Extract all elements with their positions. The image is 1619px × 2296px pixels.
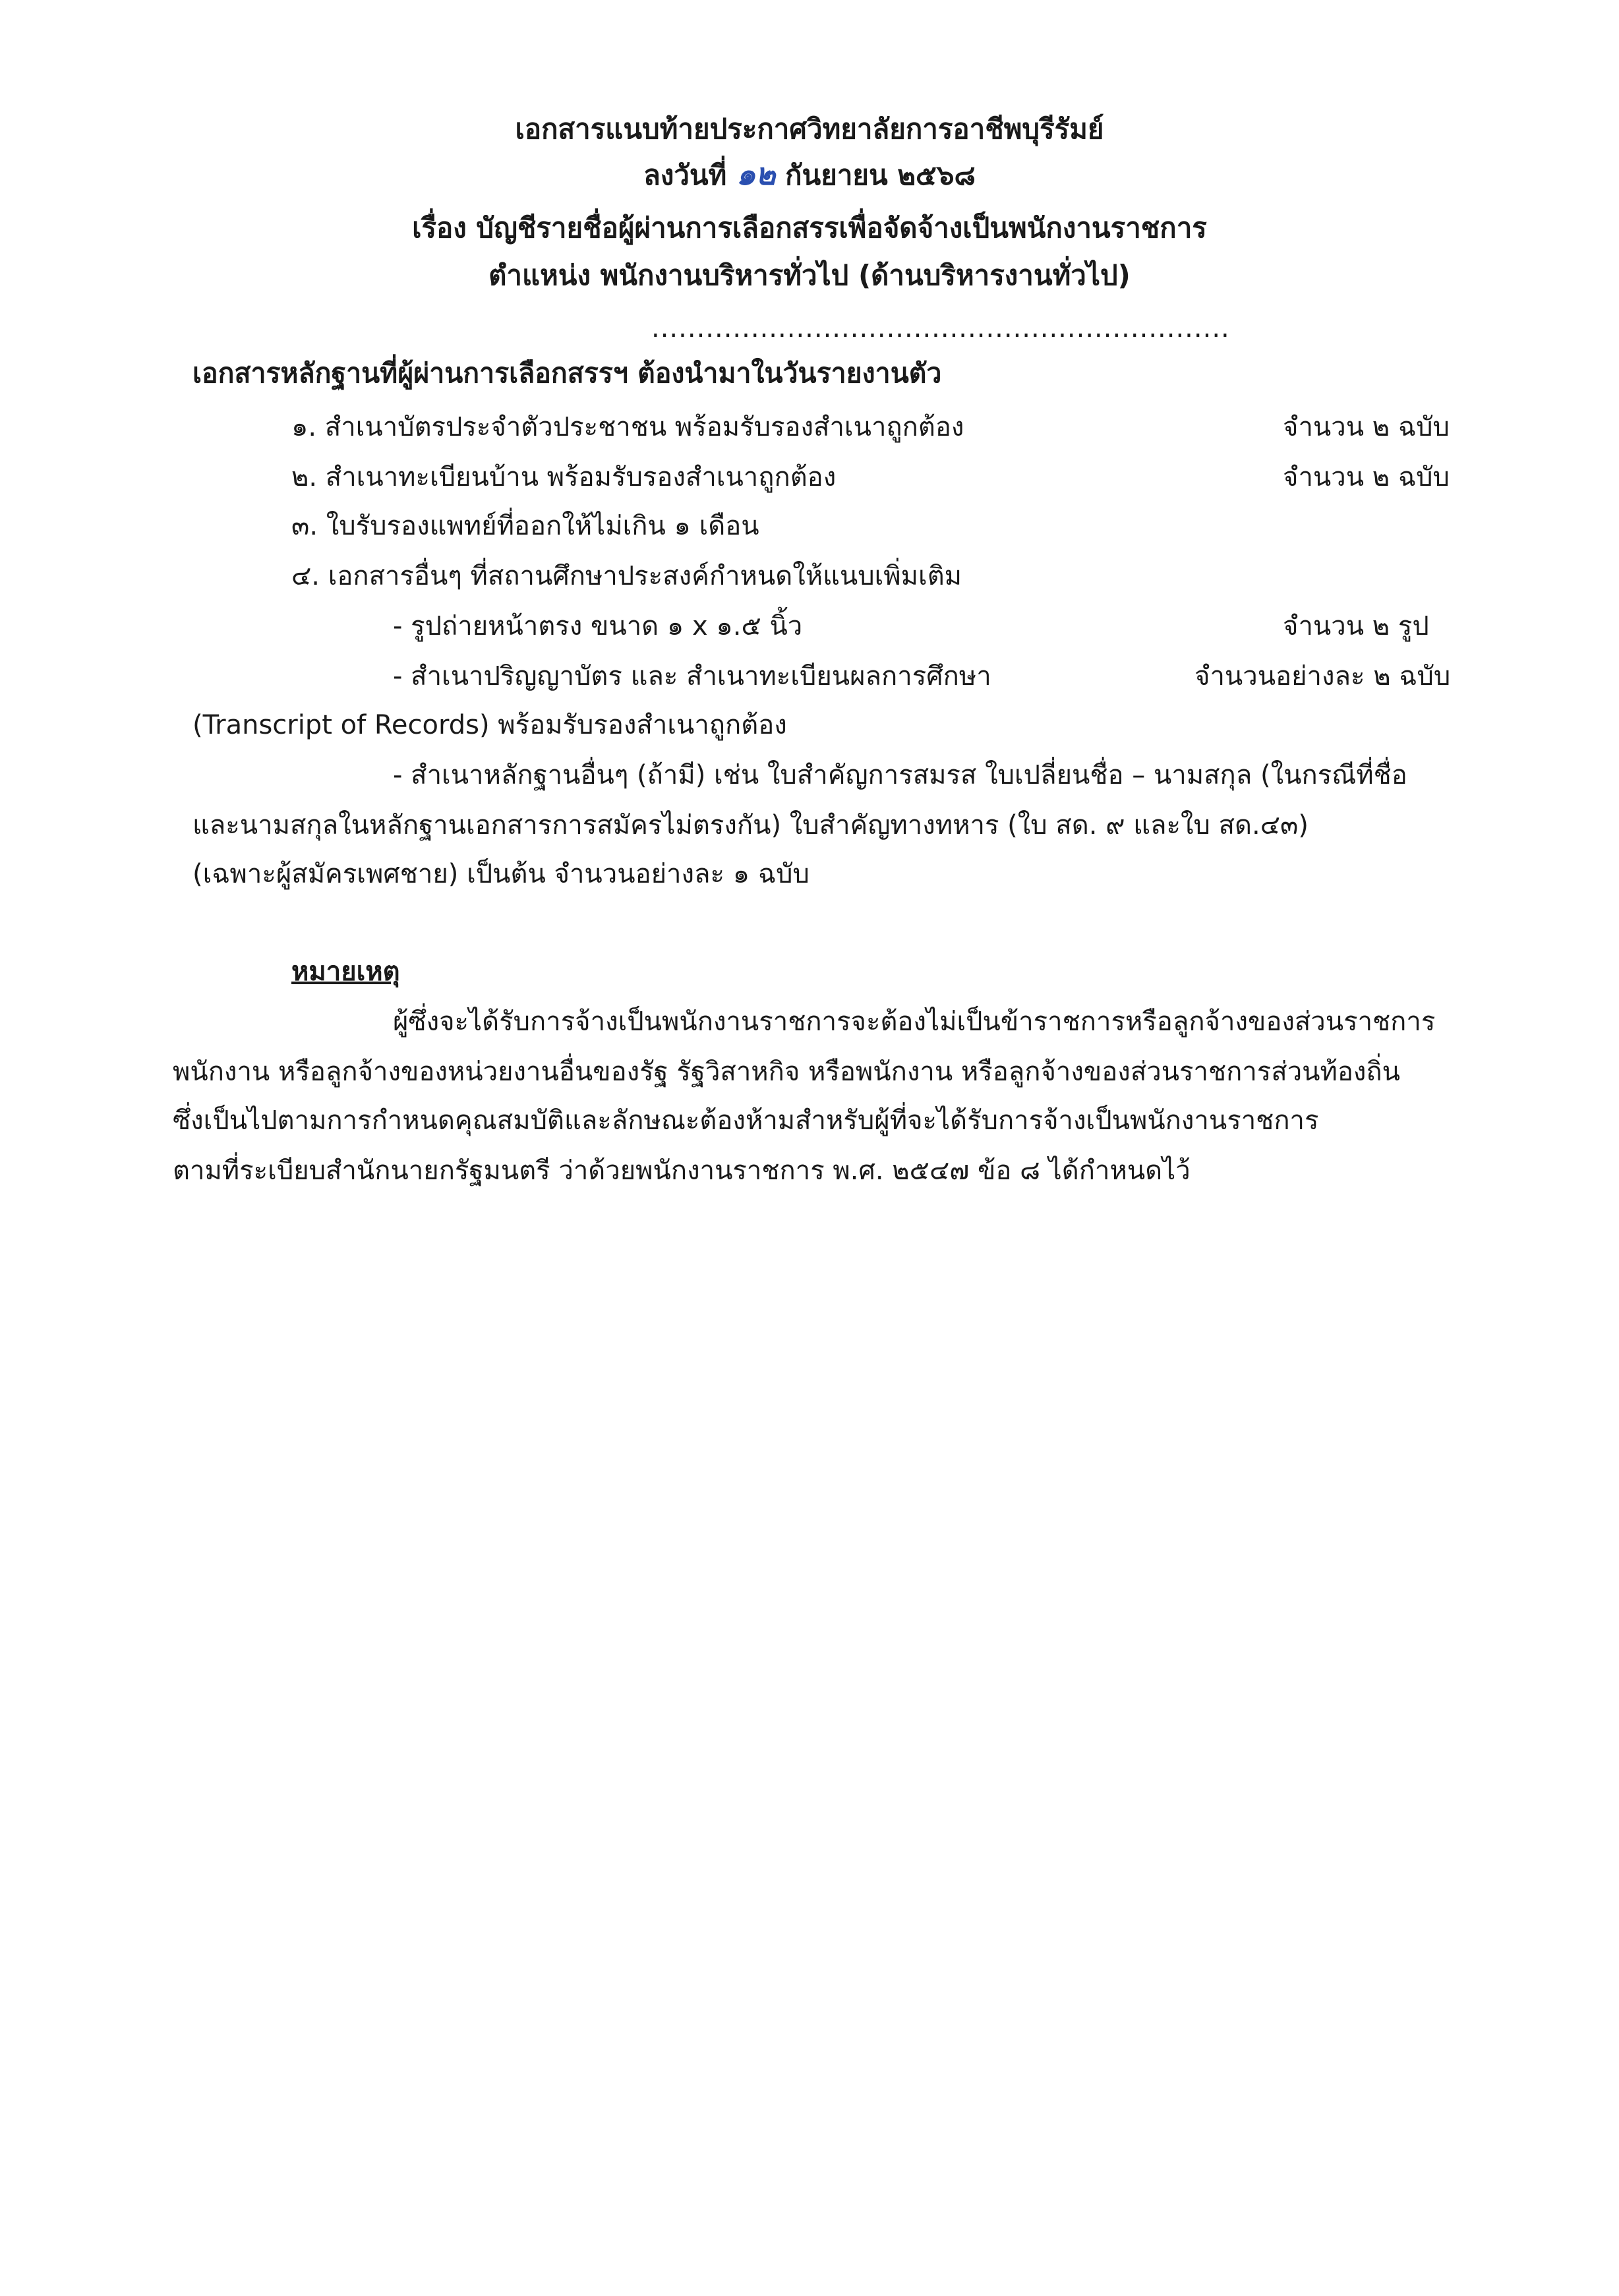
document-item-4: ๔. เอกสารอื่นๆ ที่สถานศึกษาประสงค์กำหนดให้แนบเพิ่มเติม: [291, 561, 962, 591]
documents-heading: เอกสารหลักฐานที่ผู้ผ่านการเลือกสรรฯ ต้องนำมาในวันรายงานตัว: [192, 357, 942, 389]
date-suffix: กันยายน ๒๕๖๘: [785, 159, 976, 191]
note-line-1: ผู้ซึ่งจะได้รับการจ้างเป็นพนักงานราชการจะต้องไม่เป็นข้าราชการหรือลูกจ้างของส่วนราชการ: [393, 1007, 1436, 1037]
document-subitem-degree-qty: จำนวนอย่างละ ๒ ฉบับ: [1194, 661, 1451, 692]
date-prefix: ลงวันที่: [643, 159, 727, 191]
other-docs-line-1: - สำเนาหลักฐานอื่นๆ (ถ้ามี) เช่น ใบสำคัญการสมรส ใบเปลี่ยนชื่อ – นามสกุล (ในกรณีที่ชื่อ: [393, 760, 1407, 790]
document-item-1-qty: จำนวน ๒ ฉบับ: [1283, 412, 1450, 442]
document-item-2: ๒. สำเนาทะเบียนบ้าน พร้อมรับรองสำเนาถูกต้อง: [291, 462, 837, 492]
note-heading: หมายเหตุ: [291, 957, 400, 987]
other-docs-line-3: (เฉพาะผู้สมัครเพศชาย) เป็นต้น จำนวนอย่างละ ๑ ฉบับ: [192, 859, 810, 889]
document-item-3: ๓. ใบรับรองแพทย์ที่ออกให้ไม่เกิน ๑ เดือน: [291, 511, 759, 541]
document-subitem-degree: - สำเนาปริญญาบัตร และ สำเนาทะเบียนผลการศึกษา: [393, 661, 991, 692]
note-line-2: พนักงาน หรือลูกจ้างของหน่วยงานอื่นของรัฐ รัฐวิสาหกิจ หรือพนักงาน หรือลูกจ้างของส่วนราชการส่วนท้องถิ่น: [173, 1057, 1400, 1087]
note-line-4: ตามที่ระเบียบสำนักนายกรัฐมนตรี ว่าด้วยพนักงานราชการ พ.ศ. ๒๕๔๗ ข้อ ๘ ได้กำหนดไว้: [173, 1156, 1191, 1186]
header-position: ตำแหน่ง พนักงานบริหารทั่วไป (ด้านบริหารงานทั่วไป): [488, 259, 1131, 291]
note-line-3: ซึ่งเป็นไปตามการกำหนดคุณสมบัติและลักษณะต้องห้ามสำหรับผู้ที่จะได้รับการจ้างเป็นพนักงานราชการ: [173, 1105, 1319, 1136]
document-subitem-photo-qty: จำนวน ๒ รูป: [1283, 611, 1429, 641]
header-subject: เรื่อง บัญชีรายชื่อผู้ผ่านการเลือกสรรเพื่อจัดจ้างเป็นพนักงานราชการ: [412, 212, 1207, 244]
header-date: [0, 156, 1619, 194]
date-day-handwritten: ๑๒: [736, 156, 776, 192]
document-item-2-qty: จำนวน ๒ ฉบับ: [1283, 462, 1450, 492]
other-docs-line-2: และนามสกุลในหลักฐานเอกสารการสมัครไม่ตรงกัน) ใบสำคัญทางทหาร (ใบ สด. ๙ และใบ สด.๔๓): [192, 810, 1309, 840]
document-subitem-photo: - รูปถ่ายหน้าตรง ขนาด ๑ x ๑.๕ นิ้ว: [393, 611, 803, 641]
header-divider: ................................................................: [651, 313, 1230, 343]
transcript-line: (Transcript of Records) พร้อมรับรองสำเนาถูกต้อง: [192, 710, 787, 740]
header-title: เอกสารแนบท้ายประกาศวิทยาลัยการอาชีพบุรีรัมย์: [515, 113, 1104, 145]
document-item-1: ๑. สำเนาบัตรประจำตัวประชาชน พร้อมรับรองสำเนาถูกต้อง: [291, 412, 964, 442]
